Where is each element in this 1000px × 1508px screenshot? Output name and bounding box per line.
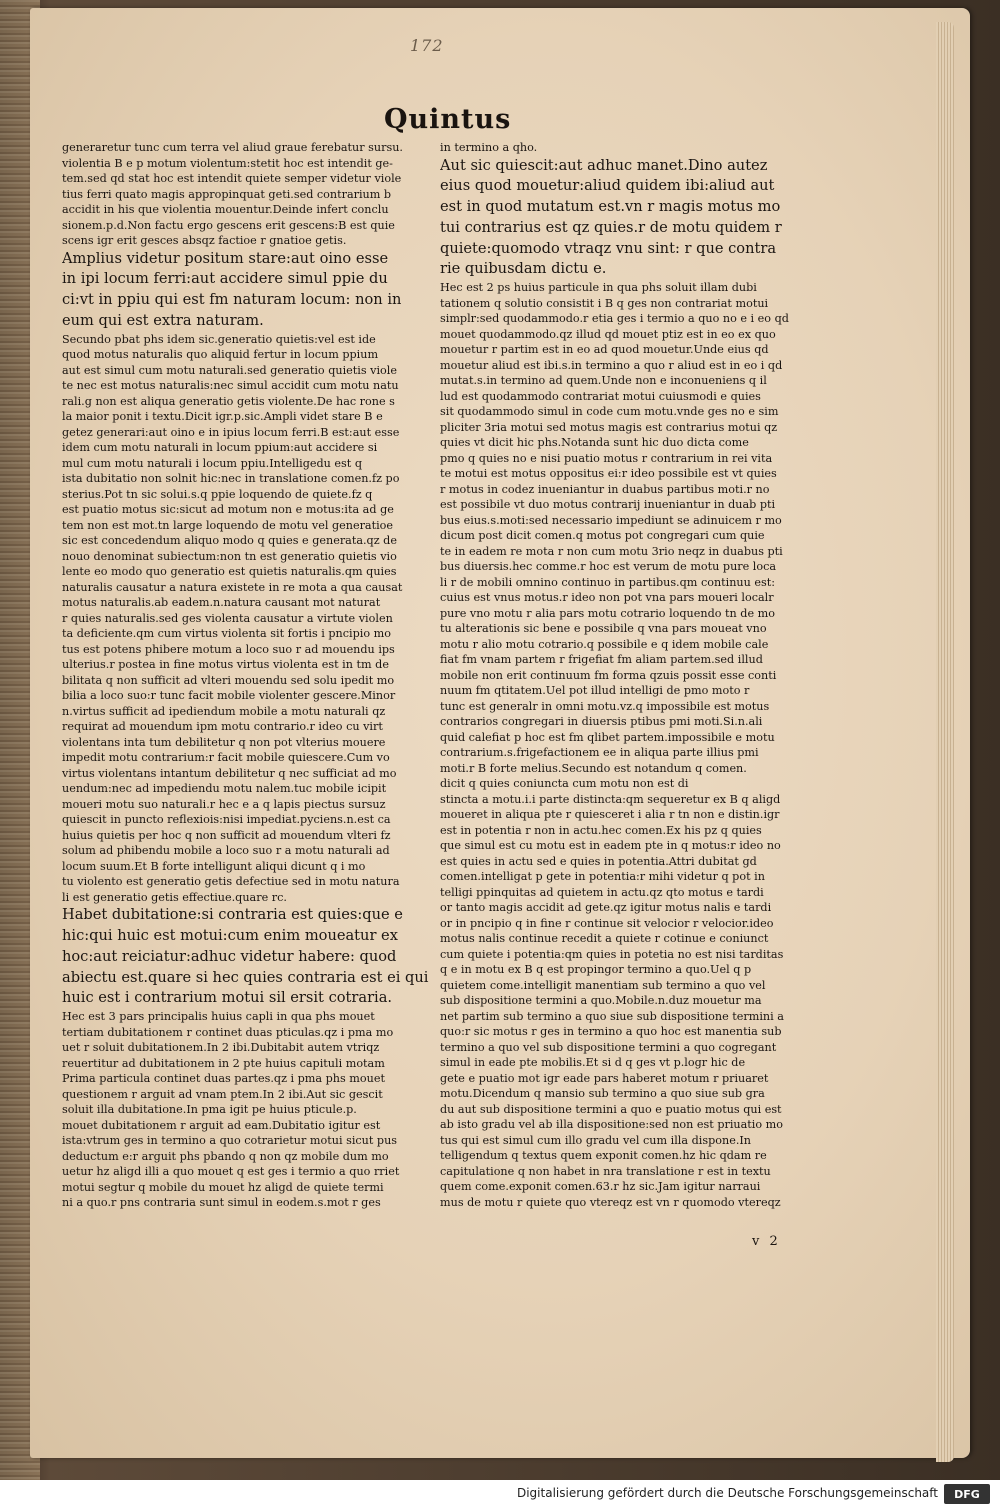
text-line: soluit illa dubitatione.In pma igit pe huius pticule.p.	[62, 1103, 357, 1117]
text-line: tius ferri quato magis appropinquat geti.sed contrarium b	[62, 187, 392, 201]
text-line: mutat.s.in termino ad quem.Unde non e inconueniens q il	[440, 374, 767, 388]
text-line: moueret in aliqua pte r quiesceret i alia r tn non e distin.igr	[440, 808, 780, 822]
text-line: hoc:aut reiciatur:adhuc videtur habere: quod	[62, 947, 397, 965]
text-line: te in eadem re mota r non cum motu 3rio neqz in duabus pti	[440, 544, 783, 558]
text-line: abiectu est.quare si hec quies contraria est ei qui	[62, 968, 429, 986]
text-line: scens igr erit gesces absqz factioe r gnatioe getis.	[62, 234, 347, 247]
text-line: hic:qui huic est motui:cum enim moueatur ex	[62, 926, 398, 944]
text-line: est in potentia r non in actu.hec comen.Ex his pz q quies	[440, 823, 762, 837]
text-line: nouo denominat subiectum:non tn est generatio quietis vio	[62, 549, 397, 563]
text-line: quid calefiat p hoc est fm qlibet partem.impossibile e motu	[440, 730, 775, 744]
text-line: ab isto gradu vel ab illa dispositione:sed non est priuatio mo	[440, 1118, 783, 1132]
text-paragraph	[62, 249, 434, 332]
text-line: la maior ponit i textu.Dicit igr.p.sic.Ampli videt stare B e	[62, 410, 383, 424]
text-line: te nec est motus naturalis:nec simul accidit cum motu natu	[62, 379, 399, 393]
text-line: ulterius.r postea in fine motus virtus violenta est in tm de	[62, 658, 389, 672]
text-line: telligendum q textus quem exponit comen.hz hic qdam re	[440, 1149, 767, 1163]
text-line: or tanto magis accidit ad gete.qz igitur motus nalis e tardi	[440, 901, 772, 915]
text-line: gete e puatio mot igr eade pars haberet motum r priuaret	[440, 1071, 769, 1085]
text-line: dicum post dicit comen.q motus pot congregari cum quie	[440, 529, 765, 543]
text-line: net partim sub termino a quo siue sub dispositione termini a	[440, 1009, 784, 1023]
text-line: mouetur r partim est in eo ad quod mouetur.Unde eius qd	[440, 343, 769, 357]
text-line: rie quibusdam dictu e.	[440, 260, 607, 278]
text-line: requirat ad mouendum ipm motu contrario.r ideo cu virt	[62, 720, 383, 734]
text-line: quo:r sic motus r ges in termino a quo hoc est manentia sub	[440, 1025, 782, 1039]
text-line: generaretur tunc cum terra vel aliud graue ferebatur sursu.	[62, 141, 403, 154]
text-line: bilitata q non sufficit ad vlteri mouendu sed solu ipedit mo	[62, 673, 395, 687]
text-line: n.virtus sufficit ad ipediendum mobile a motu naturali qz	[62, 704, 386, 718]
text-line: quem come.exponit comen.63.r hz sic.Jam igitur narraui	[440, 1180, 761, 1194]
text-line: deductum e:r arguit phs pbando q non qz mobile dum mo	[62, 1149, 389, 1163]
text-line: moti.r B forte melius.Secundo est notandum q comen.	[440, 761, 747, 775]
text-paragraph	[440, 280, 810, 1210]
text-line: stincta a motu.i.i parte distincta:qm sequeretur ex B q aligd	[440, 792, 781, 806]
text-line: tus est potens phibere motum a loco suo r ad mouendu ips	[62, 642, 395, 656]
text-line: Hec est 3 pars principalis huius capli in qua phs mouet	[62, 1010, 375, 1024]
text-line: eum qui est extra naturam.	[62, 311, 264, 329]
text-line: quod motus naturalis quo aliquid fertur in locum ppium	[62, 348, 379, 362]
text-line: tertiam dubitationem r continet duas pticulas.qz i pma mo	[62, 1025, 394, 1039]
text-line: cuius est vnus motus.r ideo non pot vna pars moueri localr	[440, 591, 774, 605]
text-line: tationem q solutio consistit i B q ges non contrariat motui	[440, 296, 769, 310]
text-line: lud est quodammodo contrariat motui cuiusmodi e quies	[440, 389, 761, 403]
footer-bar	[0, 1480, 1000, 1508]
text-line: motu.Dicendum q mansio sub termino a quo siue sub gra	[440, 1087, 765, 1101]
text-line: quies vt dicit hic phs.Notanda sunt hic duo dicta come	[440, 436, 749, 450]
text-line: eius quod mouetur:aliud quidem ibi:aliud aut	[440, 177, 775, 195]
text-line: motus naturalis.ab eadem.n.natura causant mot naturat	[62, 596, 381, 610]
text-paragraph	[62, 332, 434, 906]
text-line: tus qui est simul cum illo gradu vel cum illa dispone.In	[440, 1133, 751, 1147]
text-line: Aut sic quiescit:aut adhuc manet.Dino autez	[440, 156, 768, 174]
text-line: bus diuersis.hec comme.r hoc est verum de motu pure loca	[440, 560, 777, 574]
text-line: motu r alio motu cotrario.q possibile e q idem mobile cale	[440, 637, 769, 651]
text-line: uendum:nec ad impediendu motu nalem.tuc mobile icipit	[62, 782, 387, 796]
text-line: violentans inta tum debilitetur q non pot vlterius mouere	[62, 735, 386, 749]
text-line: fiat fm vnam partem r frigefiat fm aliam partem.sed illud	[440, 653, 763, 667]
signature-mark: v 2	[752, 1234, 781, 1249]
text-line: dicit q quies coniuncta cum motu non est di	[440, 777, 689, 791]
text-line: ni a quo.r pns contraria sunt simul in eodem.s.mot r ges	[62, 1196, 381, 1210]
text-line: getez generari:aut oino e in ipius locum ferri.B est:aut esse	[62, 425, 400, 439]
text-line: mouet quodammodo.qz illud qd mouet ptiz est in eo ex quo	[440, 327, 776, 341]
text-line: sit quodammodo simul in code cum motu.vnde ges no e sim	[440, 405, 779, 419]
text-line: solum ad phibendu mobile a loco suo r a motu naturali ad	[62, 844, 390, 858]
text-line: est quies in actu sed e quies in potentia.Attri dubitat gd	[440, 854, 757, 868]
text-line: lente eo modo quo generatio est quietis naturalis.qm quies	[62, 565, 397, 579]
text-line: huius quietis per hoc q non sufficit ad mouendum vlteri fz	[62, 828, 391, 842]
text-line: est puatio motus sic:sicut ad motum non e motus:ita ad ge	[62, 503, 394, 517]
text-line: moueri motu suo naturali.r hec e a q lapis piectus sursuz	[62, 797, 386, 811]
text-line: contrarium.s.frigefactionem ee in aliqua parte illius pmi	[440, 746, 759, 760]
text-line: li est generatio getis effectiue.quare rc.	[62, 890, 287, 904]
text-line: contrarios congregari in diuersis ptibus pmi moti.Si.n.ali	[440, 715, 763, 729]
text-line: idem cum motu naturali in locum ppium:aut accidere si	[62, 441, 378, 455]
text-line: sub dispositione termini a quo.Mobile.n.duz mouetur ma	[440, 994, 762, 1008]
text-paragraph	[440, 156, 810, 281]
text-line: Secundo pbat phs idem sic.generatio quietis:vel est ide	[62, 332, 376, 346]
text-line: pmo q quies no e nisi puatio motus r contrarium in rei vita	[440, 451, 773, 465]
text-line: capitulatione q non habet in nra translatione r est in textu	[440, 1164, 771, 1178]
text-paragraph	[62, 140, 434, 249]
text-line: mouetur aliud est ibi.s.in termino a quo r aliud est in eo i qd	[440, 358, 783, 372]
text-line: naturalis causatur a natura existete in re mota a qua causat	[62, 580, 403, 594]
right-text-column	[440, 140, 810, 1210]
text-line: Habet dubitatione:si contraria est quies:que e	[62, 906, 403, 924]
text-line: tu violento est generatio getis defectiue sed in motu natura	[62, 875, 400, 889]
text-line: comen.intelligat p gete in potentia:r mihi videtur q pot in	[440, 870, 765, 884]
text-line: motus nalis continue recedit a quiete r cotinue e coniunct	[440, 932, 769, 946]
page-fore-edge	[936, 22, 954, 1462]
text-line: ci:vt in ppiu qui est fm naturam locum: non in	[62, 291, 402, 309]
text-line: du aut sub dispositione termini a quo e puatio motus qui est	[440, 1102, 782, 1116]
text-line: Prima particula continet duas partes.qz i pma phs mouet	[62, 1072, 385, 1086]
text-line: simplr:sed quodammodo.r etia ges i termio a quo no e i eo qd	[440, 312, 789, 326]
text-line: te motui est motus oppositus ei:r ideo possibile est vt quies	[440, 467, 777, 481]
text-line: sterius.Pot tn sic solui.s.q ppie loquendo de quiete.fz q	[62, 487, 373, 501]
text-paragraph	[62, 1009, 434, 1211]
text-line: huic est i contrarium motui sil ersit cotraria.	[62, 989, 393, 1007]
text-line: sic est concedendum aliquo modo q quies e generata.qz de	[62, 534, 397, 548]
text-line: nuum fm qtitatem.Uel pot illud intelligi de pmo moto r	[440, 684, 750, 698]
folio-number: 172	[410, 36, 444, 55]
text-line: simul in eade pte mobilis.Et si d q ges vt p.logr hic de	[440, 1056, 746, 1070]
text-line: est in quod mutatum est.vn r magis motus mo	[440, 198, 781, 216]
text-line: virtus violentans intantum debilitetur q nec sufficiat ad mo	[62, 766, 397, 780]
text-line: accidit in his que violentia mouentur.Deinde infert conclu	[62, 203, 389, 216]
text-line: r quies naturalis.sed ges violenta causatur a virtute violen	[62, 611, 393, 625]
text-line: pure vno motu r alia pars motu cotrario loquendo tn de mo	[440, 606, 775, 620]
text-paragraph	[62, 905, 434, 1009]
text-line: ista:vtrum ges in termino a quo cotrarietur motui sicut pus	[62, 1134, 398, 1148]
text-line: mul cum motu naturali i locum ppiu.Intelligedu est q	[62, 456, 362, 470]
text-line: quiete:quomodo vtraqz vnu sint: r que contra	[440, 239, 777, 257]
text-line: in termino a qho.	[440, 141, 538, 154]
text-line: cum quiete i potentia:qm quies in potetia no est nisi tarditas	[440, 947, 784, 961]
text-line: violentia B e p motum violentum:stetit hoc est intendit ge-	[62, 156, 393, 170]
text-line: bus eius.s.moti:sed necessario impediunt se adinuicem r mo	[440, 513, 782, 527]
text-line: ista dubitatio non solnit hic:nec in translatione comen.fz po	[62, 472, 400, 486]
running-header: Quintus	[384, 104, 512, 135]
text-line: telligi ppinquitas ad quietem in actu.qz qto motus e tardi	[440, 885, 764, 899]
text-line: Amplius videtur positum stare:aut oino esse	[62, 249, 389, 267]
left-text-column	[62, 140, 434, 1211]
text-paragraph	[440, 140, 810, 156]
text-line: q e in motu ex B q est propingor termino a quo.Uel q p	[440, 963, 752, 977]
text-line: or in pncipio q in fine r continue sit velocior r velocior.ideo	[440, 916, 774, 930]
text-line: Hec est 2 ps huius particule in qua phs soluit illam dubi	[440, 281, 757, 295]
text-line: aut est simul cum motu naturali.sed generatio quietis viole	[62, 363, 397, 377]
text-line: r motus in codez inueniantur in duabus partibus moti.r no	[440, 482, 770, 496]
text-line: pliciter 3ria motui sed motus magis est contrarius motui qz	[440, 420, 778, 434]
text-line: in ipi locum ferri:aut accidere simul ppie du	[62, 270, 388, 288]
funding-notice: Digitalisierung gefördert durch die Deutsche Forschungsgemeinschaft	[516, 1486, 938, 1500]
text-line: termino a quo vel sub dispositione termini a quo cogregant	[440, 1040, 777, 1054]
text-line: que simul est cu motu est in eadem pte in q motus:r ideo no	[440, 839, 781, 853]
text-line: quiescit in puncto reflexiois:nisi impediat.pyciens.n.est ca	[62, 813, 391, 827]
text-line: li r de mobili omnino continuo in partibus.qm continuu est:	[440, 575, 776, 589]
text-line: tunc est generalr in omni motu.vz.q impossibile est motus	[440, 699, 770, 713]
text-line: tui contrarius est qz quies.r de motu quidem r	[440, 218, 782, 236]
text-line: bilia a loco suo:r tunc facit mobile violenter gescere.Minor	[62, 689, 396, 703]
text-line: uet r soluit dubitationem.In 2 ibi.Dubitabit autem vtriqz	[62, 1041, 380, 1055]
text-line: ta deficiente.qm cum virtus violenta sit fortis i pncipio mo	[62, 627, 391, 641]
text-line: est possibile vt duo motus contrarij inueniantur in duab pti	[440, 498, 776, 512]
text-line: tem.sed qd stat hoc est intendit quiete semper videtur viole	[62, 172, 402, 185]
text-line: uetur hz aligd illi a quo mouet q est ges i termio a quo rriet	[62, 1165, 400, 1179]
text-line: questionem r arguit ad vnam ptem.In 2 ibi.Aut sic gescit	[62, 1087, 383, 1101]
text-line: mouet dubitationem r arguit ad eam.Dubitatio igitur est	[62, 1118, 381, 1132]
text-line: sionem.p.d.Non factu ergo gescens erit gescens:B est quie	[62, 218, 395, 232]
text-line: tem non est mot.tn large loquendo de motu vel generatioe	[62, 518, 394, 532]
text-line: reuertitur ad dubitationem in 2 pte huius capituli motam	[62, 1056, 385, 1070]
text-line: impedit motu contrarium:r facit mobile quiescere.Cum vo	[62, 751, 390, 765]
text-line: motui segtur q mobile du mouet hz aligd de quiete termi	[62, 1180, 384, 1194]
text-line: mus de motu r quiete quo vtereqz est vn r quomodo vtereqz	[440, 1195, 781, 1209]
text-line: locum suum.Et B forte intelligunt aliqui dicunt q i mo	[62, 859, 366, 873]
text-line: quietem come.intelligit manentiam sub termino a quo vel	[440, 978, 766, 992]
text-line: tu alterationis sic bene e possibile q vna pars moueat vno	[440, 622, 767, 636]
dfg-logo: DFG	[944, 1484, 990, 1504]
text-line: rali.g non est aliqua generatio getis violente.De hac rone s	[62, 394, 395, 408]
text-line: mobile non erit continuum fm forma qzuis possit esse conti	[440, 668, 777, 682]
